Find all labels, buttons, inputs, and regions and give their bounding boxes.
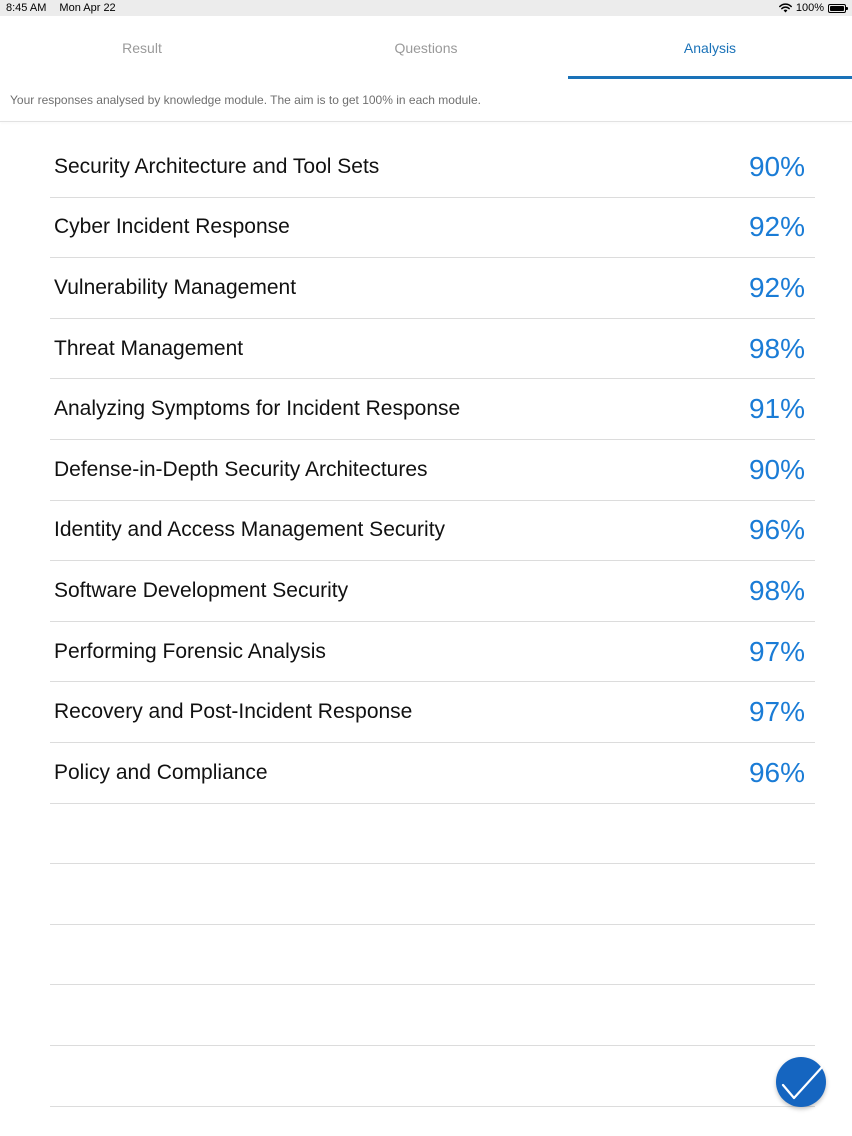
module-row bbox=[50, 1046, 815, 1107]
module-row bbox=[50, 440, 815, 501]
status-time: 8:45 AM bbox=[6, 2, 47, 14]
module-name: Identity and Access Management Security bbox=[54, 518, 446, 542]
module-row bbox=[50, 561, 815, 622]
battery-icon bbox=[828, 4, 846, 13]
status-bar bbox=[0, 0, 852, 16]
battery-percent: 100% bbox=[795, 2, 824, 14]
module-score: 98% bbox=[748, 332, 805, 364]
module-name: Defense-in-Depth Security Architectures bbox=[54, 457, 428, 481]
module-name: Analyzing Symptoms for Incident Response bbox=[54, 397, 461, 421]
tab-analysis-label: Analysis bbox=[683, 40, 737, 56]
module-name: Software Development Security bbox=[54, 578, 349, 602]
active-tab-indicator bbox=[568, 76, 852, 79]
module-name: Threat Management bbox=[54, 336, 244, 360]
module-row bbox=[50, 864, 815, 925]
module-score: 90% bbox=[748, 150, 805, 182]
module-name: Vulnerability Management bbox=[54, 275, 297, 299]
module-score: 98% bbox=[748, 574, 805, 606]
status-right bbox=[779, 2, 846, 14]
analysis-description: Your responses analysed by knowledge module. The aim is to get 100% in each module. bbox=[10, 93, 481, 107]
tab-analysis[interactable] bbox=[568, 16, 852, 80]
module-row bbox=[50, 198, 815, 259]
header-divider bbox=[0, 121, 852, 122]
module-row bbox=[50, 258, 815, 319]
module-row bbox=[50, 925, 815, 986]
module-list bbox=[50, 137, 815, 1107]
module-row bbox=[50, 137, 815, 198]
module-score: 96% bbox=[748, 756, 805, 788]
module-row bbox=[50, 379, 815, 440]
module-row bbox=[50, 501, 815, 562]
tab-questions-label: Questions bbox=[394, 40, 458, 56]
module-name: Security Architecture and Tool Sets bbox=[54, 154, 380, 178]
module-score: 92% bbox=[748, 271, 805, 303]
module-row bbox=[50, 985, 815, 1046]
wifi-icon bbox=[779, 3, 792, 13]
battery-fill bbox=[830, 6, 844, 11]
tab-bar bbox=[0, 16, 852, 80]
tab-result[interactable] bbox=[0, 16, 284, 80]
module-row bbox=[50, 622, 815, 683]
module-score: 97% bbox=[748, 635, 805, 667]
tab-questions[interactable] bbox=[284, 16, 568, 80]
module-score: 96% bbox=[748, 514, 805, 546]
module-score: 90% bbox=[748, 453, 805, 485]
done-button[interactable] bbox=[776, 1057, 826, 1107]
module-score: 91% bbox=[748, 393, 805, 425]
module-row bbox=[50, 804, 815, 865]
status-date: Mon Apr 22 bbox=[59, 2, 116, 14]
module-name: Performing Forensic Analysis bbox=[54, 639, 326, 663]
module-row bbox=[50, 743, 815, 804]
module-name: Policy and Compliance bbox=[54, 760, 268, 784]
tab-result-label: Result bbox=[122, 40, 162, 56]
module-row bbox=[50, 319, 815, 380]
module-score: 92% bbox=[748, 211, 805, 243]
battery-cap bbox=[846, 7, 848, 10]
module-name: Recovery and Post-Incident Response bbox=[54, 700, 413, 724]
status-left bbox=[6, 2, 116, 14]
module-row bbox=[50, 682, 815, 743]
checkmark-icon bbox=[779, 1060, 823, 1104]
module-name: Cyber Incident Response bbox=[54, 215, 290, 239]
module-score: 97% bbox=[748, 696, 805, 728]
